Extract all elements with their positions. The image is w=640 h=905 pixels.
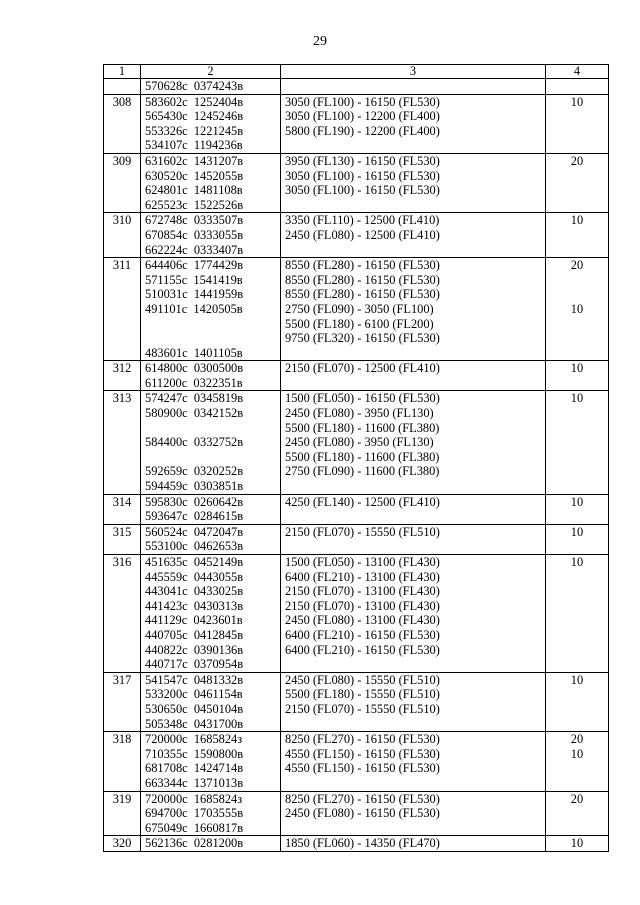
table-row xyxy=(104,79,609,95)
row-number: 314 xyxy=(104,494,141,524)
value-cell xyxy=(546,836,609,852)
coordinate-line: 533200c 0461154в xyxy=(145,687,243,702)
coordinate-line: 670854c 0333055в xyxy=(145,227,244,242)
value-cell xyxy=(546,79,609,95)
coordinate-cell xyxy=(141,391,281,494)
table-row xyxy=(104,672,609,731)
row-number: 320 xyxy=(104,836,141,852)
coordinate-line: 611200c 0322351в xyxy=(145,375,243,390)
flight-level-line xyxy=(285,376,545,391)
coordinate-line: 443041c 0433025в xyxy=(145,584,244,599)
flight-level-line: 4550 (FL150) - 16150 (FL530) xyxy=(285,746,440,761)
coordinate-cell xyxy=(141,361,281,391)
flight-level-cell xyxy=(281,524,546,554)
column-header-4: 4 xyxy=(546,65,609,79)
table-row xyxy=(104,94,609,153)
flight-level-line: 6400 (FL210) - 13100 (FL430) xyxy=(285,569,440,584)
coordinate-line: 662224c 0333407в xyxy=(145,242,244,257)
coordinate-line: 583602c 1252404в xyxy=(145,94,244,109)
coordinate-line: 445559c 0443055в xyxy=(145,569,244,584)
coordinate-line: 510031c 1441959в xyxy=(145,287,244,302)
column-header-3: 3 xyxy=(281,65,546,79)
coordinate-line: 491101c 1420505в xyxy=(145,301,243,316)
flight-level-cell xyxy=(281,494,546,524)
coordinate-line xyxy=(145,331,280,346)
value-line: 10 xyxy=(570,672,584,687)
flight-level-line: 2450 (FL080) - 12500 (FL410) xyxy=(285,227,440,242)
flight-level-line: 3350 (FL110) - 12500 (FL410) xyxy=(285,213,440,228)
value-line: 10 xyxy=(570,301,584,316)
flight-level-cell xyxy=(281,555,546,673)
coordinate-line: 594459c 0303851в xyxy=(145,479,244,494)
value-line xyxy=(546,124,608,139)
coordinate-line: 570628c 0374243в xyxy=(145,79,244,93)
flight-level-cell xyxy=(281,258,546,361)
flight-level-line: 2450 (FL080) - 3950 (FL130) xyxy=(285,406,434,421)
value-line xyxy=(546,776,608,791)
value-line xyxy=(546,406,608,421)
coordinate-cell xyxy=(141,791,281,836)
flight-level-line: 8550 (FL280) - 16150 (FL530) xyxy=(285,258,440,273)
coordinate-line: 630520c 1452055в xyxy=(145,168,244,183)
flight-level-cell xyxy=(281,791,546,836)
row-number: 310 xyxy=(104,213,141,258)
value-line xyxy=(546,376,608,391)
flight-level-line xyxy=(285,479,545,494)
flight-level-line: 8550 (FL280) - 16150 (FL530) xyxy=(285,272,440,287)
flight-level-cell xyxy=(281,672,546,731)
value-line: 10 xyxy=(570,524,584,539)
flight-level-line xyxy=(285,346,545,361)
flight-level-cell xyxy=(281,361,546,391)
flight-level-line: 3050 (FL100) - 16150 (FL530) xyxy=(285,94,440,109)
row-number: 316 xyxy=(104,555,141,673)
value-cell xyxy=(546,791,609,836)
value-line: 20 xyxy=(570,153,584,168)
flight-level-line xyxy=(285,821,545,836)
flight-level-line xyxy=(285,198,545,213)
coordinate-cell xyxy=(141,524,281,554)
flight-level-line xyxy=(285,138,545,153)
table-row xyxy=(104,494,609,524)
row-number: 318 xyxy=(104,732,141,791)
value-line xyxy=(546,435,608,450)
value-line xyxy=(546,79,608,94)
value-line xyxy=(546,317,608,332)
coordinate-cell xyxy=(141,213,281,258)
value-line xyxy=(546,109,608,124)
value-line xyxy=(546,599,608,614)
value-line: 10 xyxy=(570,213,584,228)
value-line xyxy=(546,198,608,213)
flight-level-cell xyxy=(281,94,546,153)
coordinate-line: 562136c 0281200в xyxy=(145,836,244,851)
value-line xyxy=(546,287,608,302)
coordinate-line: 553100c 0462653в xyxy=(145,539,244,554)
value-line xyxy=(546,479,608,494)
coordinate-line xyxy=(145,450,280,465)
coordinate-line: 710355c 1590800в xyxy=(145,746,244,761)
flight-level-line: 1500 (FL050) - 13100 (FL430) xyxy=(285,555,440,569)
coordinate-line: 663344c 1371013в xyxy=(145,775,244,790)
coordinate-line: 592659c 0320252в xyxy=(145,464,244,479)
value-line: 20 xyxy=(570,732,584,747)
value-line xyxy=(546,346,608,361)
flight-level-line xyxy=(285,657,545,672)
flight-level-line xyxy=(285,776,545,791)
value-line xyxy=(546,228,608,243)
coordinate-line: 681708c 1424714в xyxy=(145,761,244,776)
coordinate-line: 541547c 0481332в xyxy=(145,672,244,687)
coordinate-line xyxy=(145,317,280,332)
row-number xyxy=(104,79,141,95)
value-line: 10 xyxy=(570,94,584,109)
flight-level-line xyxy=(285,509,545,524)
flight-level-line: 2450 (FL080) - 13100 (FL430) xyxy=(285,613,440,628)
flight-level-line xyxy=(285,243,545,258)
coordinate-cell xyxy=(141,153,281,212)
value-cell xyxy=(546,494,609,524)
coordinate-line: 451635c 0452149в xyxy=(145,555,244,569)
value-cell xyxy=(546,555,609,673)
flight-level-line: 1500 (FL050) - 16150 (FL530) xyxy=(285,391,440,406)
coordinate-cell xyxy=(141,732,281,791)
value-cell xyxy=(546,391,609,494)
coordinate-line: 571155c 1541419в xyxy=(145,272,243,287)
flight-level-line: 8250 (FL270) - 16150 (FL530) xyxy=(285,732,440,747)
coordinate-cell xyxy=(141,94,281,153)
flight-level-line: 6400 (FL210) - 16150 (FL530) xyxy=(285,642,440,657)
flight-level-cell xyxy=(281,732,546,791)
value-line xyxy=(546,687,608,702)
coordinate-line: 530650c 0450104в xyxy=(145,701,244,716)
table-row xyxy=(104,258,609,361)
coordinate-line: 644406c 1774429в xyxy=(145,258,244,273)
value-line xyxy=(546,273,608,288)
coordinate-line: 720000c 1685824з xyxy=(145,791,243,806)
value-line xyxy=(546,539,608,554)
flight-level-line: 1850 (FL060) - 14350 (FL470) xyxy=(285,836,440,851)
coordinate-line: 441423c 0430313в xyxy=(145,598,244,613)
flight-level-line: 2750 (FL090) - 3050 (FL100) xyxy=(285,301,434,316)
coordinate-line: 624801c 1481108в xyxy=(145,183,243,198)
value-line: 10 xyxy=(570,555,584,569)
table-row xyxy=(104,524,609,554)
value-line: 10 xyxy=(570,361,584,376)
row-number: 315 xyxy=(104,524,141,554)
row-number: 319 xyxy=(104,791,141,836)
flight-level-line: 2450 (FL080) - 3950 (FL130) xyxy=(285,435,434,450)
value-cell xyxy=(546,213,609,258)
flight-level-line: 8250 (FL270) - 16150 (FL530) xyxy=(285,791,440,806)
table-row xyxy=(104,391,609,494)
flight-level-line: 9750 (FL320) - 16150 (FL530) xyxy=(285,331,440,346)
flight-level-line: 3050 (FL100) - 16150 (FL530) xyxy=(285,168,440,183)
flight-level-line: 5500 (FL180) - 11600 (FL380) xyxy=(285,420,440,435)
flight-level-line: 3950 (FL130) - 16150 (FL530) xyxy=(285,153,440,168)
value-cell xyxy=(546,672,609,731)
coordinate-cell xyxy=(141,79,281,95)
flight-level-line: 2150 (FL070) - 15550 (FL510) xyxy=(285,524,440,539)
coordinate-cell xyxy=(141,494,281,524)
flight-level-line: 4250 (FL140) - 12500 (FL410) xyxy=(285,494,440,509)
coordinate-line: 580900c 0342152в xyxy=(145,406,244,421)
value-line xyxy=(546,243,608,258)
value-line xyxy=(546,643,608,658)
flight-level-line: 5800 (FL190) - 12200 (FL400) xyxy=(285,123,440,138)
coordinate-line: 505348c 0431700в xyxy=(145,716,244,731)
flight-level-line: 3050 (FL100) - 16150 (FL530) xyxy=(285,183,440,198)
value-cell xyxy=(546,94,609,153)
column-header-2: 2 xyxy=(141,65,281,79)
value-line xyxy=(546,331,608,346)
coordinate-cell xyxy=(141,836,281,852)
flight-level-line: 2150 (FL070) - 12500 (FL410) xyxy=(285,361,440,376)
row-number: 313 xyxy=(104,391,141,494)
row-number: 309 xyxy=(104,153,141,212)
header-row xyxy=(104,65,609,79)
coordinate-line: 631602c 1431207в xyxy=(145,153,244,168)
value-cell xyxy=(546,361,609,391)
table-row xyxy=(104,555,609,673)
row-number: 308 xyxy=(104,94,141,153)
flight-level-line: 2750 (FL090) - 11600 (FL380) xyxy=(285,464,440,479)
value-line xyxy=(546,628,608,643)
flight-level-line: 2450 (FL080) - 15550 (FL510) xyxy=(285,672,440,687)
flight-level-line: 2150 (FL070) - 13100 (FL430) xyxy=(285,598,440,613)
coordinate-line xyxy=(145,421,280,436)
coordinate-line: 440822c 0390136в xyxy=(145,642,244,657)
value-line: 10 xyxy=(570,494,584,509)
value-line xyxy=(546,806,608,821)
flight-level-line xyxy=(285,79,545,94)
coordinate-line: 614800c 0300500в xyxy=(145,361,244,376)
table-row xyxy=(104,732,609,791)
table-row xyxy=(104,791,609,836)
flight-level-cell xyxy=(281,153,546,212)
value-line xyxy=(546,613,608,628)
value-line xyxy=(546,821,608,836)
value-cell xyxy=(546,258,609,361)
flight-level-line: 3050 (FL100) - 12200 (FL400) xyxy=(285,109,440,124)
coordinate-line: 565430c 1245246в xyxy=(145,109,244,124)
value-line xyxy=(546,509,608,524)
coordinate-line: 441129c 0423601в xyxy=(145,613,243,628)
coordinate-cell xyxy=(141,555,281,673)
coordinate-cell xyxy=(141,258,281,361)
value-line: 10 xyxy=(570,391,584,406)
coordinate-line: 574247c 0345819в xyxy=(145,391,244,406)
table-row xyxy=(104,361,609,391)
flight-level-line: 5500 (FL180) - 11600 (FL380) xyxy=(285,449,440,464)
flight-level-line: 2450 (FL080) - 16150 (FL530) xyxy=(285,806,440,821)
table-row xyxy=(104,836,609,852)
flight-level-line: 5500 (FL180) - 15550 (FL510) xyxy=(285,687,440,702)
coordinate-line: 584400c 0332752в xyxy=(145,435,244,450)
coordinate-line: 483601c 1401105в xyxy=(145,345,243,360)
coordinate-cell xyxy=(141,672,281,731)
value-line xyxy=(546,584,608,599)
coordinate-line: 672748c 0333507в xyxy=(145,213,244,228)
value-cell xyxy=(546,732,609,791)
value-line xyxy=(546,702,608,717)
table-body xyxy=(104,79,609,852)
page-number: 29 xyxy=(313,34,327,49)
value-line: 10 xyxy=(570,836,584,851)
flight-level-cell xyxy=(281,391,546,494)
value-line: 20 xyxy=(570,791,584,806)
coordinate-line: 534107c 1194236в xyxy=(145,138,243,153)
value-line xyxy=(546,657,608,672)
coordinate-line: 553326c 1221245в xyxy=(145,123,244,138)
value-line: 20 xyxy=(570,258,584,273)
table-row xyxy=(104,213,609,258)
row-number: 312 xyxy=(104,361,141,391)
column-header-1: 1 xyxy=(104,65,141,79)
flight-level-line: 6400 (FL210) - 16150 (FL530) xyxy=(285,627,440,642)
table-row xyxy=(104,153,609,212)
value-line xyxy=(546,450,608,465)
coordinate-line: 675049c 1660817в xyxy=(145,820,244,835)
coordinate-line: 560524c 0472047в xyxy=(145,524,244,539)
value-line xyxy=(546,138,608,153)
flight-level-cell xyxy=(281,213,546,258)
coordinate-line: 593647c 0284615в xyxy=(145,509,244,524)
value-line xyxy=(546,464,608,479)
value-line xyxy=(546,421,608,436)
value-line xyxy=(546,169,608,184)
coordinate-line: 720000c 1685824з xyxy=(145,732,243,747)
row-number: 317 xyxy=(104,672,141,731)
airspace-table xyxy=(103,64,609,852)
coordinate-line: 595830c 0260642в xyxy=(145,494,244,509)
value-line xyxy=(546,570,608,585)
flight-level-line: 2150 (FL070) - 15550 (FL510) xyxy=(285,701,440,716)
value-cell xyxy=(546,153,609,212)
flight-level-cell xyxy=(281,836,546,852)
value-line: 10 xyxy=(570,746,584,761)
flight-level-line xyxy=(285,717,545,732)
flight-level-line xyxy=(285,539,545,554)
coordinate-line: 440717c 0370954в xyxy=(145,657,244,672)
flight-level-line: 2150 (FL070) - 13100 (FL430) xyxy=(285,584,440,599)
value-line xyxy=(546,717,608,732)
value-line xyxy=(546,183,608,198)
value-cell xyxy=(546,524,609,554)
coordinate-line: 694700c 1703555в xyxy=(145,806,244,821)
flight-level-line: 4550 (FL150) - 16150 (FL530) xyxy=(285,761,440,776)
coordinate-line: 440705c 0412845в xyxy=(145,627,244,642)
value-line xyxy=(546,761,608,776)
coordinate-line: 625523c 1522526в xyxy=(145,197,244,212)
row-number: 311 xyxy=(104,258,141,361)
flight-level-line: 5500 (FL180) - 6100 (FL200) xyxy=(285,316,434,331)
flight-level-line: 8550 (FL280) - 16150 (FL530) xyxy=(285,287,440,302)
flight-level-cell xyxy=(281,79,546,95)
